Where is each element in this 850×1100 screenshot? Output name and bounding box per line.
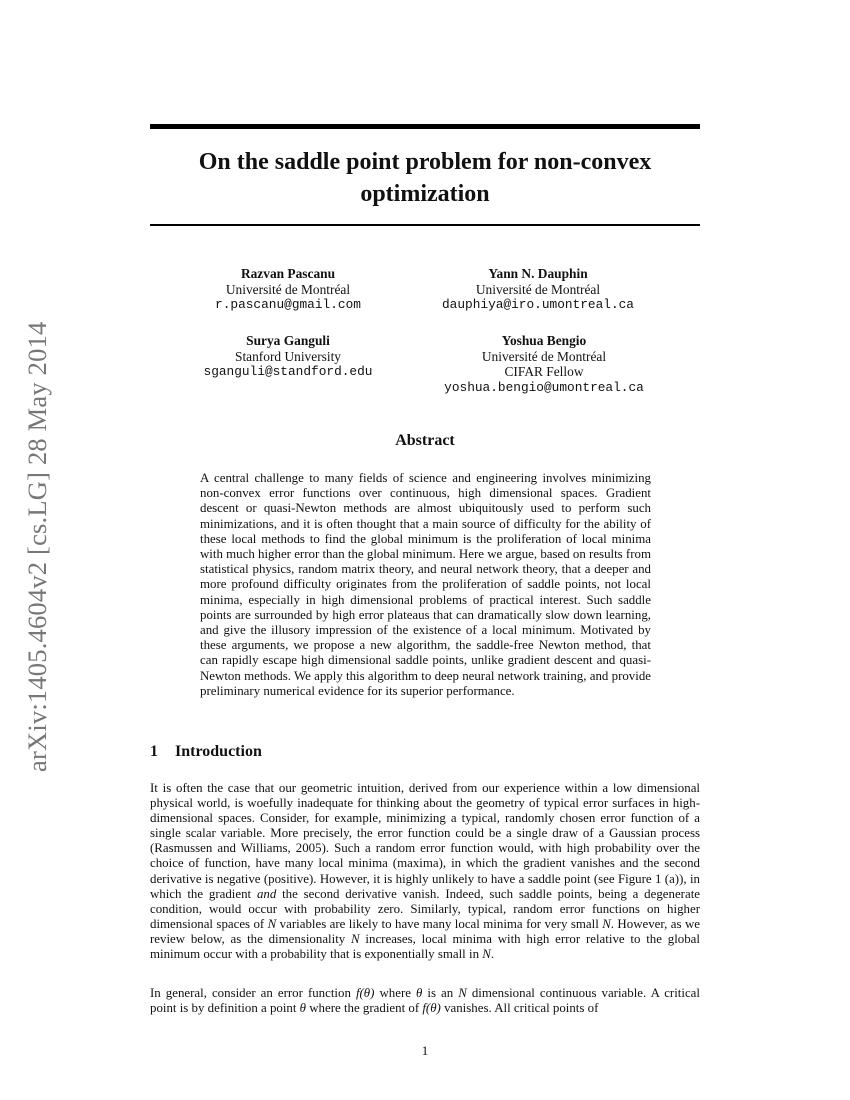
emphasis-and: and bbox=[256, 886, 277, 901]
text-run: is an bbox=[422, 986, 459, 1000]
text-run: In general, consider an error function bbox=[150, 986, 356, 1000]
text-run: . bbox=[490, 947, 495, 962]
text-run: increases, local minima with high error relative to the global minimum occur with a probability that is exponentially small in bbox=[150, 931, 700, 962]
author-name: Yoshua Bengio bbox=[501, 333, 587, 348]
abstract-heading: Abstract bbox=[395, 432, 455, 449]
author-email[interactable]: sganguli@standford.edu bbox=[203, 364, 373, 379]
author-fellowship: CIFAR Fellow bbox=[504, 364, 584, 379]
text-run: the second derivative vanish. Indeed, such saddle points, being a degenerate condition, would occur with probability zero. Similarly, typical, random error functions on higher dimensional spaces of bbox=[150, 886, 700, 931]
author-name: Yann N. Dauphin bbox=[488, 266, 588, 281]
text-run: dimensional continuous variable. A critical point is by definition a point bbox=[150, 986, 700, 1016]
intro-paragraph-1 bbox=[150, 781, 700, 962]
author-affiliation: Université de Montréal bbox=[475, 281, 601, 297]
author-block bbox=[163, 333, 413, 380]
math-N: N bbox=[267, 916, 277, 931]
math-N: N bbox=[351, 931, 360, 946]
text-run: where the gradient of bbox=[306, 1001, 423, 1016]
author-email[interactable]: dauphiya@iro.umontreal.ca bbox=[442, 297, 634, 312]
section-title: Introduction bbox=[175, 743, 262, 760]
author-affiliation: Université de Montréal bbox=[225, 281, 351, 297]
math-theta: θ bbox=[416, 986, 423, 1000]
title-line-1: On the saddle point problem for non-convex bbox=[198, 149, 652, 175]
text-run: It is often the case that our geometric intuition, derived from our experience within a low dimensional physical world, is woefully inadequate for thinking about the geometry of typical error surfaces in high-dimensional spaces. Consider, for example, minimizing a typical, randomly chosen error function of a single scalar variable. More precisely, the error function could be a single draw of a Gaussian process (Rasmussen and Williams, 2005). Such a random error function would, with high probability over the choice of function, have many local minima (maxima), in which the gradient vanishes and the second derivative is negative (positive). However, it is highly unlikely to have a saddle point (see Figure 1 (a)), in which the gradient bbox=[150, 781, 700, 901]
page-number: 1 bbox=[421, 1043, 429, 1058]
author-block bbox=[413, 266, 663, 313]
author-name: Razvan Pascanu bbox=[240, 266, 336, 281]
math-N: N bbox=[602, 916, 611, 931]
section-heading bbox=[150, 743, 262, 761]
author-block bbox=[163, 266, 413, 313]
text-run: variables are likely to have many local minima for very small bbox=[276, 916, 603, 931]
math-f-theta: f(θ) bbox=[355, 986, 375, 1000]
math-N: N bbox=[482, 947, 491, 962]
author-affiliation: Stanford University bbox=[235, 348, 341, 364]
abstract-text: A central challenge to many fields of science and engineering involves minimizing non-convex error functions over continuous, high dimensional spaces. Gradient descent or quasi-Newton methods are almost ubiquitously used to perform such minimizations, and it is often thought that a main source of difficulty for the ability of these local methods to find the global minimum is the proliferation of local minima with much higher error than the global minimum. Here we argue, based on results from statistical physics, random matrix theory, and neural network theory, that a deeper and more profound difficulty originates from the proliferation of saddle points, not local minima, especially in high dimensional problems of practical interest. Such saddle points are surrounded by high error plateaus that can dramatically slow down learning, and give the illusory impression of the existence of a local minimum. Motivated by these arguments, we propose a new algorithm, the saddle-free Newton method, that can rapidly escape high dimensional saddle points, unlike gradient descent and quasi-Newton methods. We apply this algorithm to deep neural network training, and provide preliminary numerical evidence for its superior performance. bbox=[200, 471, 651, 698]
title-top-rule bbox=[150, 124, 700, 129]
math-N: N bbox=[458, 986, 467, 1000]
arxiv-identifier: arXiv:1405.4604v2 [cs.LG] 28 May 2014 bbox=[22, 321, 52, 772]
title-bottom-rule bbox=[150, 224, 700, 226]
text-run: where bbox=[374, 986, 416, 1000]
author-block bbox=[419, 333, 669, 395]
author-email[interactable]: r.pascanu@gmail.com bbox=[215, 297, 361, 312]
author-email[interactable]: yoshua.bengio@umontreal.ca bbox=[444, 379, 644, 395]
intro-paragraph-2 bbox=[150, 986, 700, 1016]
author-affiliation: Université de Montréal bbox=[481, 348, 607, 364]
text-run: . However, as we review below, as the dimensionality bbox=[150, 916, 700, 946]
title-line-2: optimization bbox=[360, 181, 490, 207]
paper-title bbox=[150, 146, 700, 210]
section-number: 1 bbox=[150, 743, 158, 760]
author-name: Surya Ganguli bbox=[246, 333, 330, 348]
math-theta: θ bbox=[299, 1001, 307, 1016]
text-run: vanishes. All critical points of bbox=[440, 1001, 599, 1016]
math-f-theta: f(θ) bbox=[422, 1001, 441, 1016]
